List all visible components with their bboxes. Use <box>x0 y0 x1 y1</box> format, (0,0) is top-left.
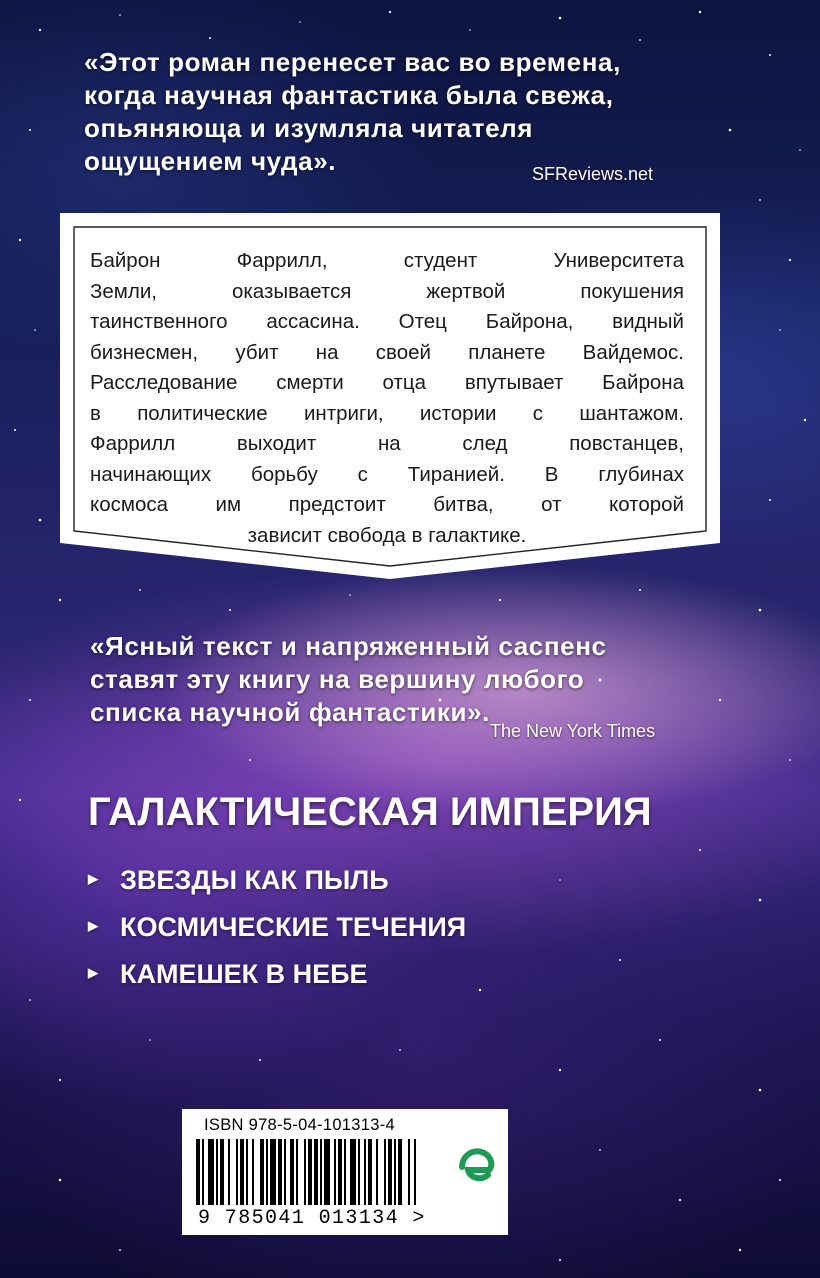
quote-line: ощущением чуда». <box>84 146 337 176</box>
blurb-line: Земли, оказывается жертвой покушения <box>90 279 684 303</box>
series-list-item <box>88 912 466 943</box>
blurb-line: начинающих борьбу с Тиранией. В глубинах <box>90 462 684 486</box>
isbn-label: ISBN 978-5-04-101313-4 <box>204 1116 395 1134</box>
series-list-item <box>88 865 389 896</box>
quote-line: опьяняюща и изумляла читателя <box>84 113 534 143</box>
quote-line: когда научная фантастика была свежа, <box>84 80 614 110</box>
blurb-line: Байрон Фаррилл, студент Университета <box>90 249 684 272</box>
eksmo-logo-icon <box>446 1135 506 1195</box>
blurb-line: в политические интриги, истории с шантажом. <box>90 401 684 425</box>
ean-digits: 9 785041 013134 > <box>198 1207 426 1230</box>
blurb-line: Фаррилл выходит на след повстанцев, <box>90 432 684 455</box>
series-item-label: КОСМИЧЕСКИЕ ТЕЧЕНИЯ <box>120 912 467 942</box>
review-quote-bottom <box>90 630 607 729</box>
quote-line: ставят эту книгу на вершину любого <box>90 664 585 694</box>
quote-line: списка научной фантастики». <box>90 697 490 727</box>
series-list-item <box>88 959 368 990</box>
blurb-line: космоса им предстоит битва, от которой <box>90 493 684 516</box>
blurb-line: Расследование смерти отца впутывает Байрона <box>90 371 684 394</box>
blurb-line: бизнесмен, убит на своей планете Вайдемос. <box>90 340 684 364</box>
blurb-line: зависит свобода в галактике. <box>247 523 527 547</box>
triangle-bullet-icon: ▶ <box>88 870 98 886</box>
series-item-label: КАМЕШЕК В НЕБЕ <box>120 959 368 989</box>
review-quote-top <box>84 46 621 178</box>
series-title: ГАЛАКТИЧЕСКАЯ ИМПЕРИЯ <box>88 790 652 834</box>
blurb-text <box>90 246 684 551</box>
quote-line: «Этот роман перенесет вас во времена, <box>84 47 621 77</box>
quote-line: «Ясный текст и напряженный саспенс <box>90 631 607 661</box>
blurb-line: таинственного ассасина. Отец Байрона, видный <box>90 310 684 333</box>
triangle-bullet-icon: ▶ <box>88 917 98 933</box>
triangle-bullet-icon: ▶ <box>88 964 98 980</box>
quote-source-top: SFReviews.net <box>532 164 654 184</box>
quote-source-bottom: The New York Times <box>490 721 656 741</box>
series-item-label: ЗВЕЗДЫ КАК ПЫЛЬ <box>120 865 389 895</box>
